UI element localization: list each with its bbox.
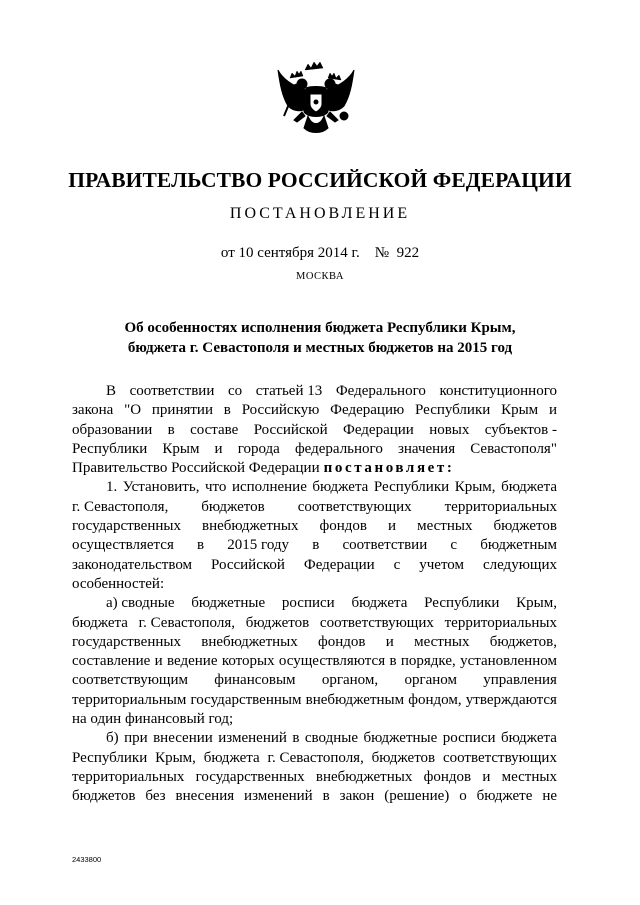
body-line: государственных внебюджетных фондов и местных бюджетов [72, 518, 557, 535]
document-body [72, 382, 557, 807]
document-subject [0, 318, 640, 358]
body-line: составление и ведение которых осуществляются в порядке, установленном [72, 653, 557, 670]
body-line: осуществляется в 2015 году в соответствии с бюджетным [72, 537, 557, 554]
body-line: закона "О принятии в Российскую Федерацию Республики Крым и [72, 402, 557, 419]
decree-word: постановляет: [323, 460, 455, 477]
document-date-line [0, 245, 640, 262]
body-line: а) сводные бюджетные росписи бюджета Республики Крым, [106, 595, 557, 612]
document-date: от 10 сентября 2014 г. [220, 245, 360, 261]
body-line: Республики Крым, бюджета г. Севастополя, бюджетов соответствующих [72, 749, 557, 766]
body-line: особенностей: [72, 575, 165, 592]
body-line: б) при внесении изменений в сводные бюджетные росписи бюджета [106, 730, 557, 747]
body-line: Правительство Российской Федерации постановляет: [72, 459, 557, 478]
body-line: территориальным государственным внебюджетным фондом, утверждаются [72, 691, 557, 708]
document-number: № 922 [374, 245, 420, 261]
body-line: соответствующим финансовым органом, органом управления [72, 672, 557, 689]
body-line: 1. Установить, что исполнение бюджета Республики Крым, бюджета [106, 479, 557, 496]
body-line: бюджетов без внесения изменений в закон (решение) о бюджете не [72, 788, 557, 805]
document-code: 2433800 [72, 855, 102, 864]
subject-line: бюджета г. Севастополя и местных бюджетов на 2015 год [127, 340, 513, 356]
body-line: образовании в составе Российской Федерации новых субъектов - [72, 421, 557, 438]
body-line: Республики Крым и города федерального значения Севастополя" [72, 440, 557, 457]
body-line: бюджета г. Севастополя, бюджетов соответствующих территориальных [72, 614, 557, 631]
body-line: государственных внебюджетных фондов и местных бюджетов, [72, 633, 557, 650]
body-line: законодательством Российской Федерации с учетом следующих [72, 556, 557, 573]
government-title: ПРАВИТЕЛЬСТВО РОССИЙСКОЙ ФЕДЕРАЦИИ [68, 168, 572, 192]
document-city: МОСКВА [296, 271, 344, 282]
document-type: ПОСТАНОВЛЕНИЕ [229, 205, 411, 222]
subject-line: Об особенностях исполнения бюджета Республики Крым, [124, 320, 516, 336]
coat-of-arms-emblem [272, 56, 360, 142]
body-line: территориальных государственных внебюджетных фондов и местных [72, 768, 557, 785]
body-line: В соответствии со статьей 13 Федерального конституционного [106, 383, 557, 399]
body-line: на один финансовый год; [72, 711, 234, 728]
body-line: г. Севастополя, бюджетов соответствующих территориальных [72, 498, 557, 515]
